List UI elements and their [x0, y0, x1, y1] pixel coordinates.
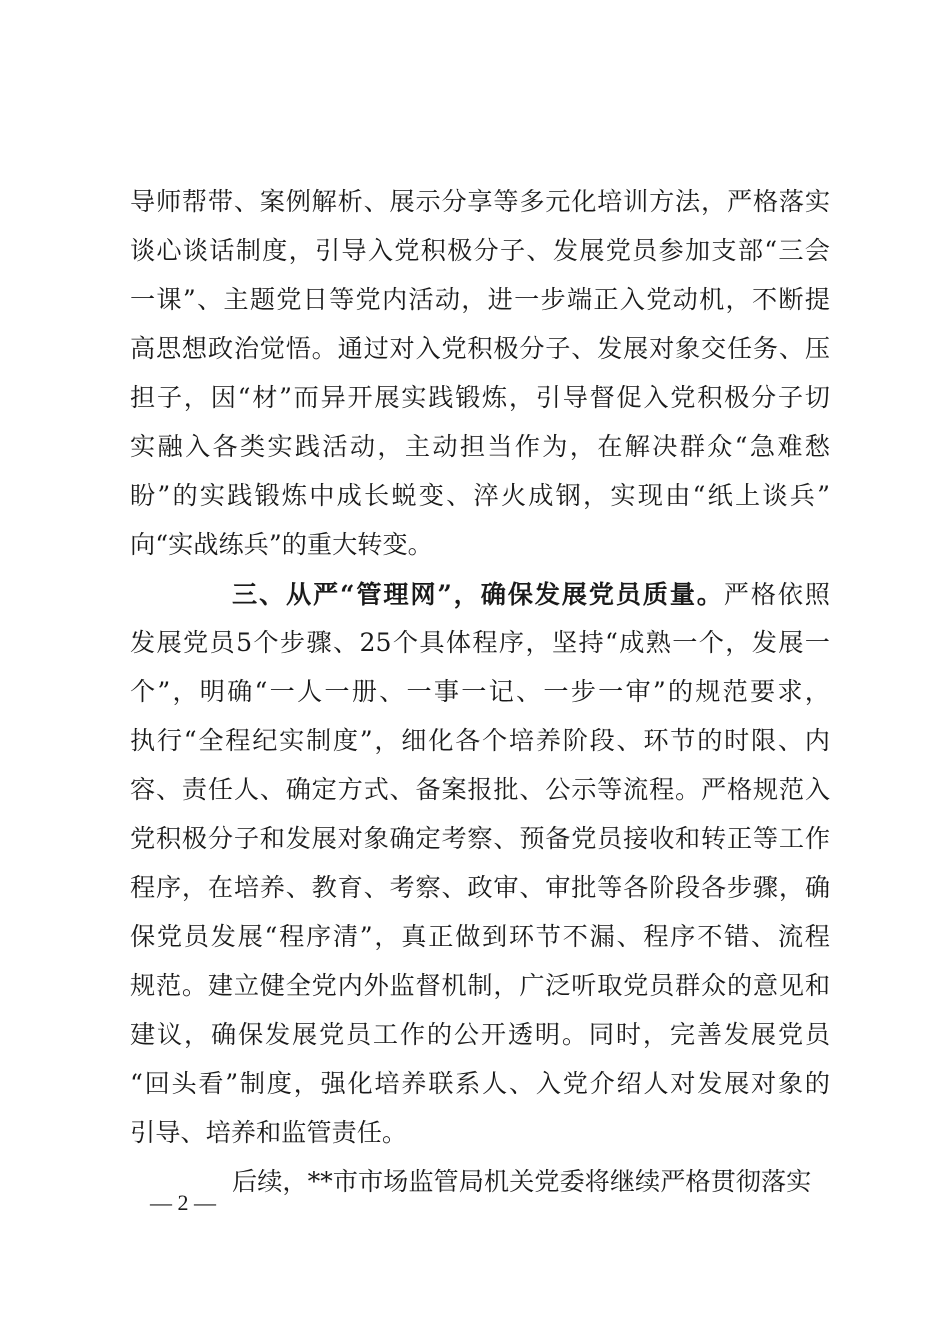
body-line: 向“实战练兵”的重大转变。 [130, 530, 433, 559]
body-line: 后续，**市市场监管局机关党委将继续严格贯彻落实 [232, 1167, 812, 1196]
body-line: 规范。建立健全党内外监督机制，广泛听取党员群众的意见和 [130, 971, 830, 1000]
body-line: 一课”、主题党日等党内活动，进一步端正入党动机，不断提 [130, 285, 830, 314]
body-line: 实融入各类实践活动，主动担当作为，在解决群众“急难愁 [130, 432, 830, 461]
body-line: 高思想政治觉悟。通过对入党积极分子、发展对象交任务、压 [130, 334, 830, 363]
page-number: — 2 — [150, 1190, 216, 1215]
section-heading-line [232, 570, 830, 618]
body-line: “回头看”制度，强化培养联系人、入党介绍人对发展对象的 [130, 1069, 830, 1098]
body-line: 程序，在培养、教育、考察、政审、审批等各阶段各步骤，确 [130, 873, 830, 902]
body-line: 导师帮带、案例解析、展示分享等多元化培训方法，严格落实 [130, 187, 830, 216]
body-line: 谈心谈话制度，引导入党积极分子、发展党员参加支部“三会 [130, 236, 830, 265]
section-heading: 三、从严“管理网”，确保发展党员质量。 [232, 579, 724, 609]
body-line: 盼”的实践锻炼中成长蜕变、淬火成钢，实现由“纸上谈兵” [130, 481, 830, 510]
body-line: 发展党员5个步骤、25个具体程序，坚持“成熟一个，发展一 [130, 628, 830, 657]
body-line: 引导、培养和监管责任。 [130, 1118, 408, 1147]
body-line: 容、责任人、确定方式、备案报批、公示等流程。严格规范入 [130, 775, 830, 804]
body-line: 个”，明确“一人一册、一事一记、一步一审”的规范要求， [130, 677, 830, 706]
body-line: 建议，确保发展党员工作的公开透明。同时，完善发展党员 [130, 1020, 830, 1049]
body-line: 党积极分子和发展对象确定考察、预备党员接收和转正等工作 [130, 824, 830, 853]
body-line: 担子，因“材”而异开展实践锻炼，引导督促入党积极分子切 [130, 383, 830, 412]
body-line: 执行“全程纪实制度”，细化各个培养阶段、环节的时限、内 [130, 726, 830, 755]
body-line: 保党员发展“程序清”，真正做到环节不漏、程序不错、流程 [130, 922, 830, 951]
body-text: 严格依照 [723, 580, 830, 609]
